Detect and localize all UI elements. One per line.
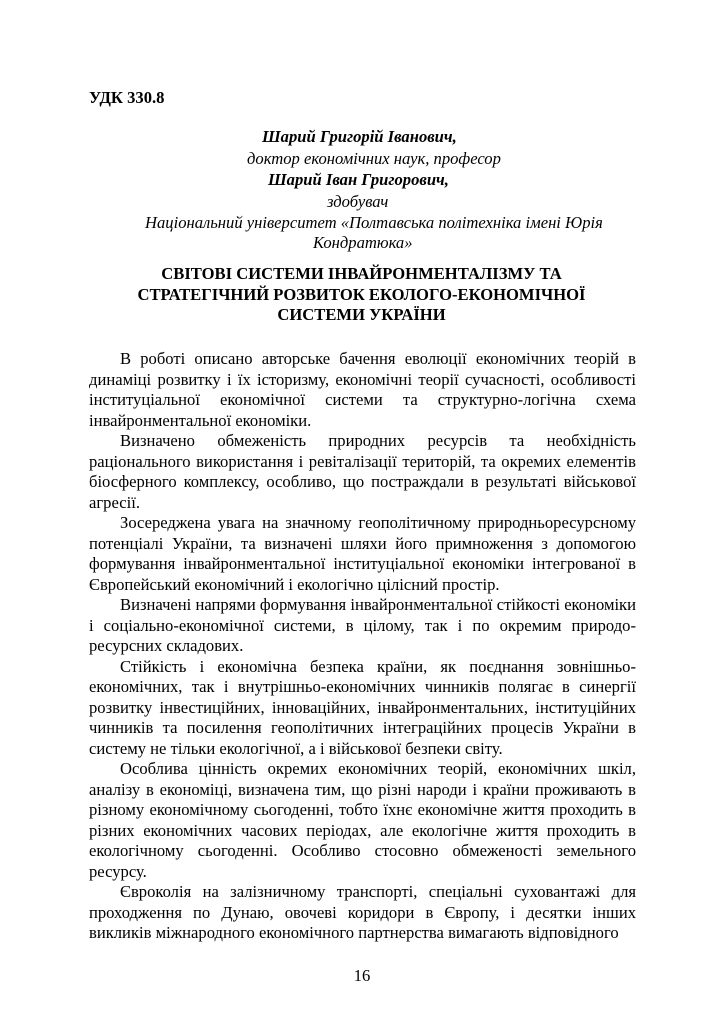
paper-title bbox=[89, 264, 634, 326]
title-line-1: СВІТОВІ СИСТЕМИ ІНВАЙРОНМЕНТАЛІЗМУ ТА bbox=[161, 264, 562, 283]
paragraph-4: Визначені напрями формування інвайронментальної стійкості економіки і соціально-економічної системи, в цілому, так і по окремим природо-ресурсних складових. bbox=[89, 595, 636, 655]
paragraph-5: Стійкість і економічна безпека країни, як поєднання зовнішньо-економічних, так і внутрішньо-економічних чинників полягає в синергії розвитку інвестиційних, інноваційних, інвайронментальних, інституційних чинників та посилення геополітичних інтеграційних процесів України в систему не тільки екологічної, а і військової безпеки світу. bbox=[89, 656, 636, 758]
paragraph-6: Особлива цінність окремих економічних теорій, економічних шкіл, аналізу в економіці, визначена тим, що різні народи і країни проживають в різному економічному сьогоденні, тобто їхнє економічне життя проходить в різних економічних часових періодах, але екологічне життя проходить в екологічному сьогоденні. Особливо стосовно обмеженості земельного ресурсу. bbox=[89, 759, 636, 881]
paragraph-2: Визначено обмеженість природних ресурсів та необхідність раціонального використання і ревіталізації територій, та окремих елементів біосферного комплексу, особливо, що постраждали в результаті військової агресії. bbox=[89, 431, 636, 512]
paragraph-7: Євроколія на залізничному транспорті, спеціальні суховантажі для проходження по Дунаю, овочеві коридори в Європу, і десятки інших викликів міжнародного економічного партнерства вимагають відповідного bbox=[89, 882, 636, 942]
paragraph-1: В роботі описано авторське бачення еволюції економічних теорій в динаміці розвитку і їх історизму, економічні теорії сучасності, особливості інституціальної економічної системи та структурно-логічна схема інвайронментальної економіки. bbox=[89, 349, 636, 430]
affiliation-line-2: Кондратюка» bbox=[313, 233, 413, 252]
paragraph-3: Зосереджена увага на значному геополітичному природньоресурсному потенціалі України, та визначені шляхи його примноження з допомогою формування інвайронментальної інституціальної економіки інтегрованої в Європейський економічний і екологічно цілісний простір. bbox=[89, 513, 636, 594]
udc-code: УДК 330.8 bbox=[89, 88, 165, 107]
author-1-name: Шарий Григорій Іванович, bbox=[262, 127, 457, 146]
abstract-body bbox=[89, 349, 636, 944]
author-2-status: здобувач bbox=[327, 192, 389, 211]
title-line-3: СИСТЕМИ УКРАЇНИ bbox=[277, 305, 446, 324]
author-1-degree: доктор економічних наук, професор bbox=[247, 149, 501, 168]
affiliation-line-1: Національний університет «Полтавська політехніка імені Юрія bbox=[145, 213, 603, 232]
page-number: 16 bbox=[353, 966, 371, 985]
title-line-2: СТРАТЕГІЧНИЙ РОЗВИТОК ЕКОЛОГО-ЕКОНОМІЧНОЇ bbox=[137, 284, 586, 304]
author-2-name: Шарий Іван Григорович, bbox=[268, 170, 449, 189]
